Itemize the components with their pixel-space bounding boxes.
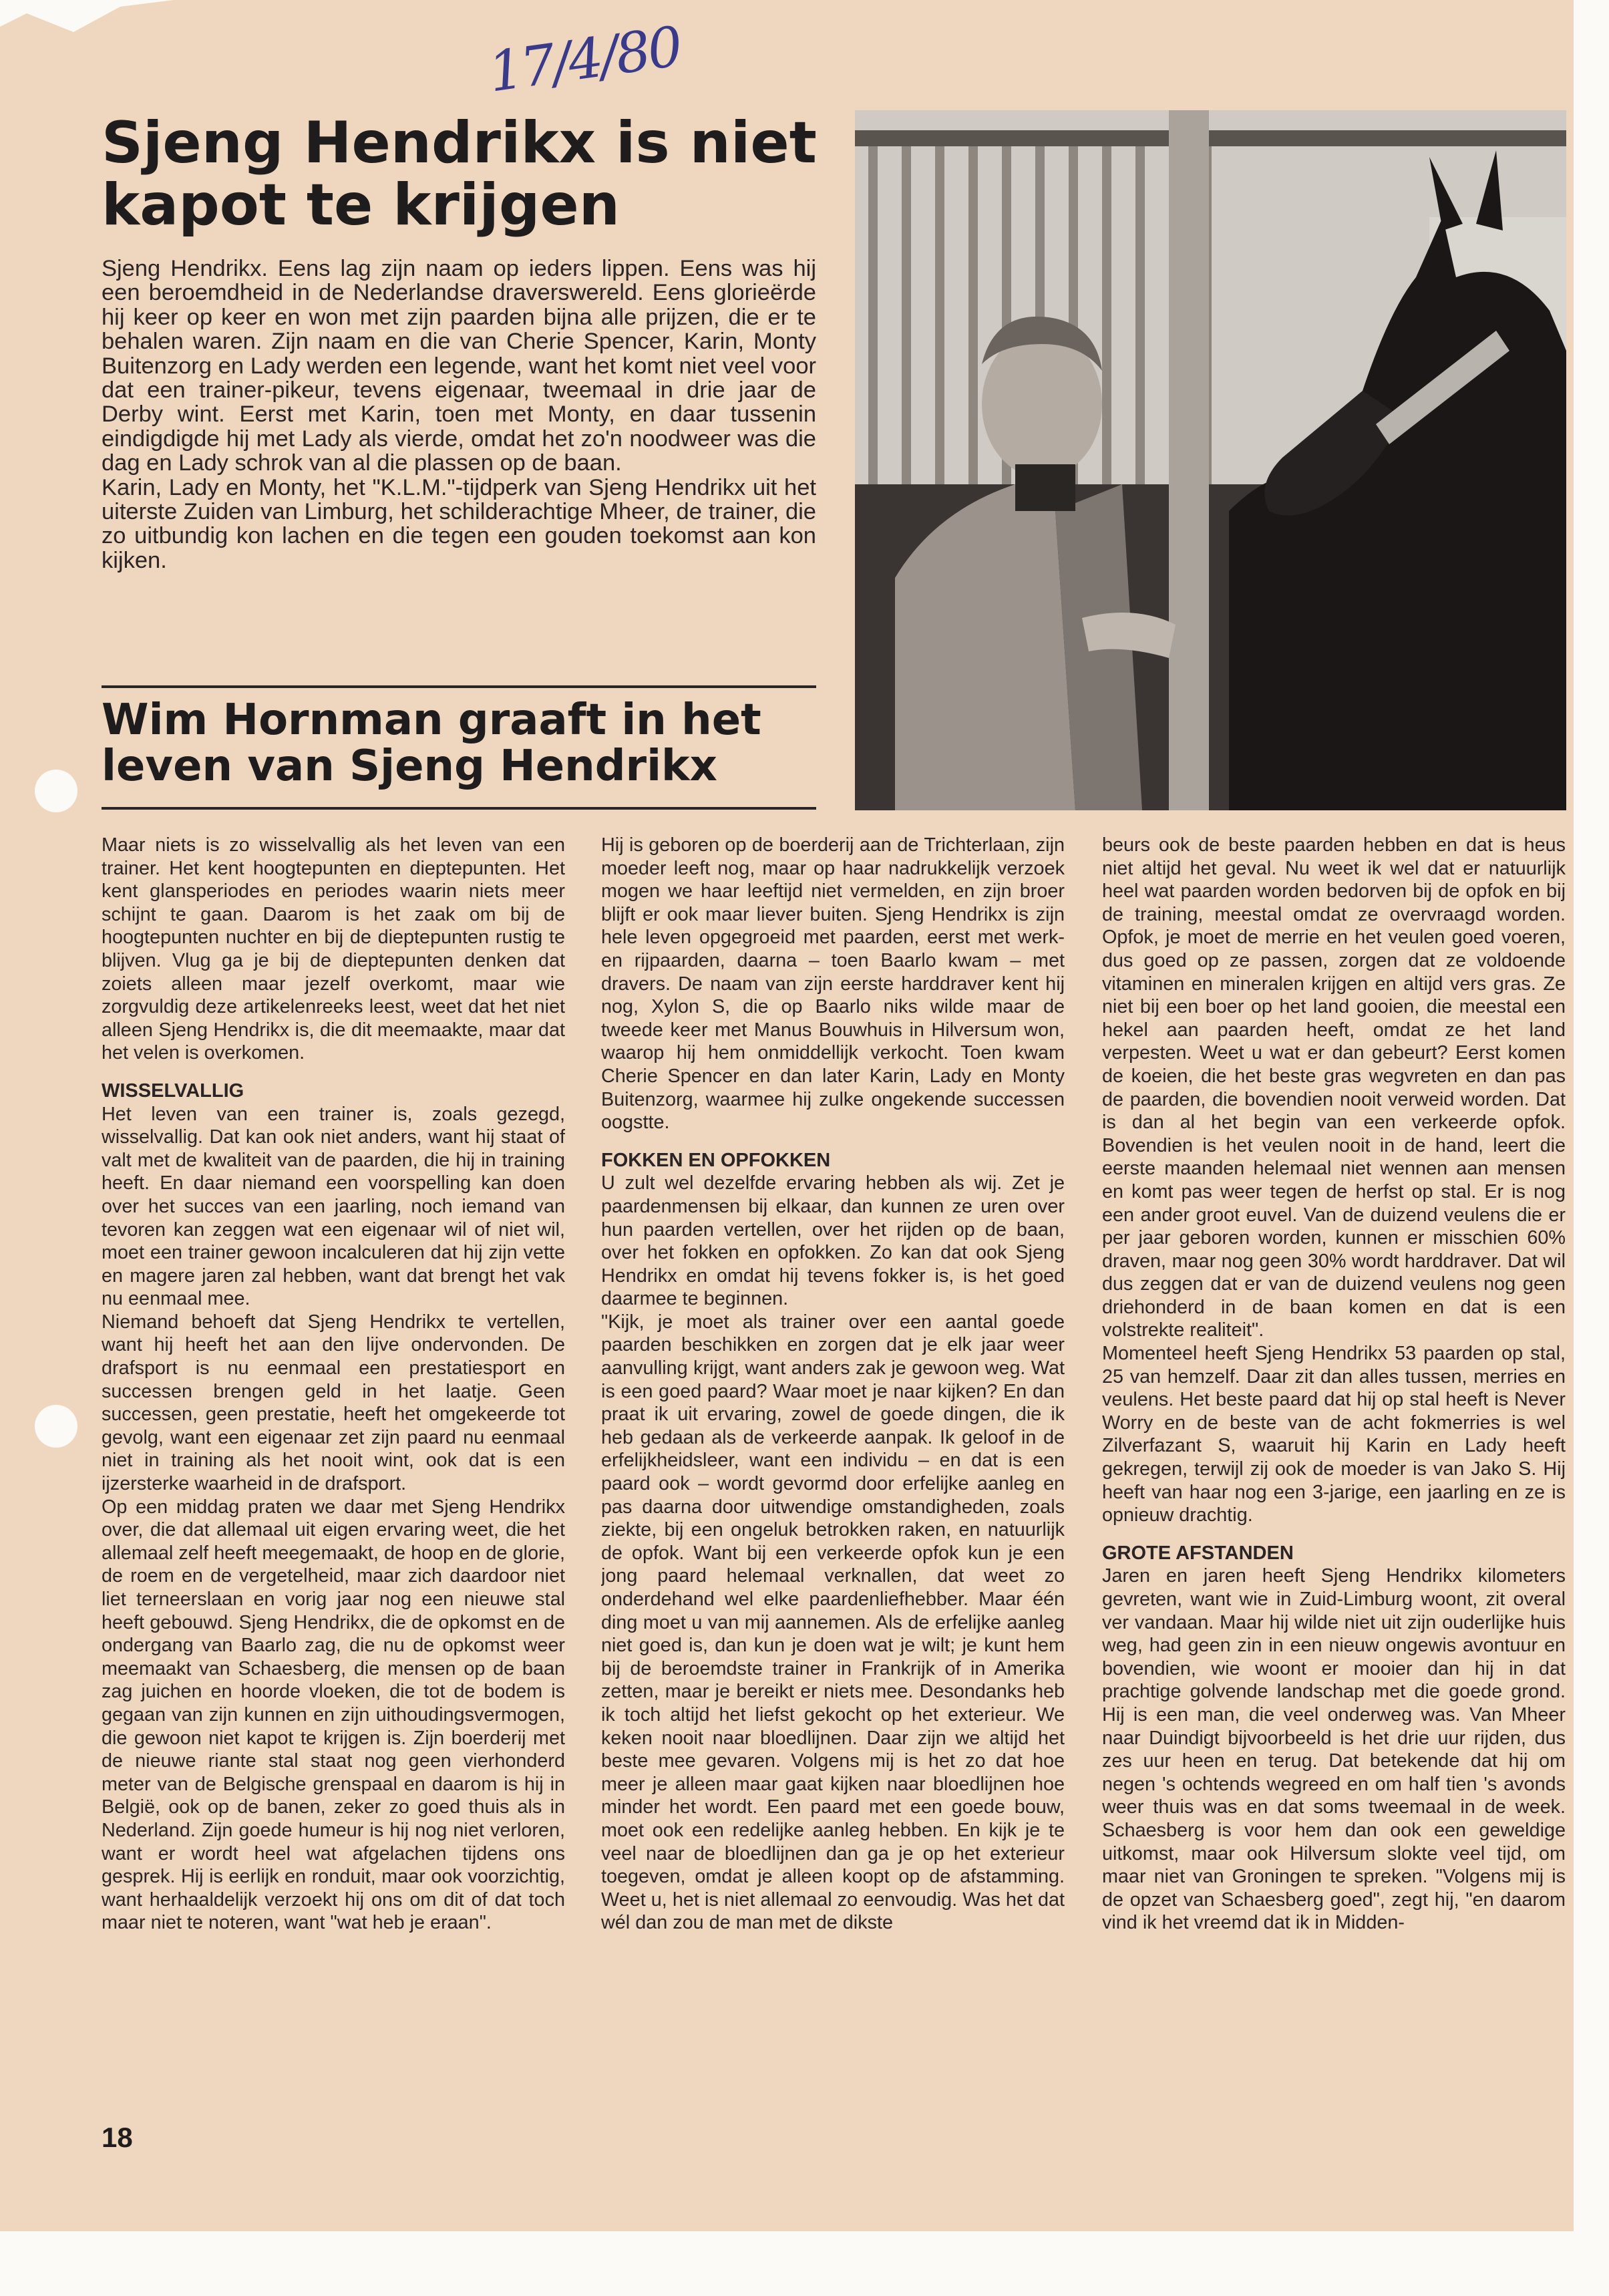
photo-trainer-with-horse bbox=[855, 110, 1566, 810]
column-3-paragraph-2: Momenteel heeft Sjeng Hendrikx 53 paarden op stal, 25 van hemzelf. Daar zit dan alles tussen, merries en veulens. Het beste paard dat hij op stal heeft is Never Worry en de beste van de acht fokmerries is wel Zilverfazant S, waaruit hij Karin en Lady heeft gekregen, terwijl zij ook de moeder is van Jako S. Hij heeft van haar nog een 3-jarige, een jaarling en ze is opnieuw drachtig. bbox=[1102, 1343, 1566, 1526]
article-subtitle: Wim Hornman graaft in het leven van Sjeng Hendrikx bbox=[102, 695, 761, 792]
column-2-paragraph-3: "Kijk, je moet als trainer over een aantal goede paarden beschikken en zorgen dat je elk jaar weer aanvulling krijgt, want anders zak je gewoon weg. Wat is een goed paard? Waar moet je naar kijken? En dan praat ik uit ervaring, zowel de goede dingen, die ik heb gedaan als de verkeerde aanpak. Ik geloof in de erfelijkheidsleer, want een individu – en dat is een paard ook – wordt gevormd door erfelijke aanleg en pas daarna door uitwendige omstandigheden, zoals ziekte, bij een ongeluk betrokken raken, en natuurlijk de opfok. Want bij een verkeerde opfok kun je een jong paard helemaal verknallen, dat weet zo onderdehand wel elke paardenliefhebber. Maar één ding moet u van mij aannemen. Als de erfelijke aanleg niet goed is, dan kun je doen wat je wilt; je kunt hem bij de beroemdste trainer in Frankrijk of in Amerika zetten, maar je bereikt er niets mee. Desondanks heb ik toch altijd het liefst gekocht op het exterieur. We keken nooit naar bloedlijnen. Daar zijn we altijd het beste mee gevaren. Volgens mij is het zo dat hoe meer je alleen maar gaat kijken naar bloedlijnen hoe minder het wordt. Een paard met een goede bouw, moet ook een redelijke aanleg hebben. En kijk je te veel naar de bloedlijnen dan ga je op het exterieur toegeven, omdat je alleen koopt op de afstamming. Weet u, het is niet allemaal zo eenvoudig. Was het dat wél dan zou de man met de dikste bbox=[601, 1311, 1065, 1934]
column-1-paragraph-4: Op een middag praten we daar met Sjeng Hendrikx over, die dat allemaal uit eigen ervaring weet, die het allemaal zelf heeft meegemaakt, de hoop en de glorie, de roem en de vergetelheid, maar zich daardoor niet liet terneerslaan en vorig jaar nog een nieuwe stal heeft gebouwd. Sjeng Hendrikx, die de opkomst en de ondergang van Baarlo zag, die nu de opkomst weer meemaakt van Schaesberg, die mensen op de baan zag juichen en hoorde vloeken, die tot de bodem is gegaan van zijn kunnen en zijn uithoudingsvermogen, die gewoon niet kapot te krijgen is. Zijn boerderij met de nieuwe riante stal staat nog geen vierhonderd meter van de Belgische grenspaal en daarom is hij in België, ook op de banen, zeker zo goed thuis als in Nederland. Zijn goede humeur is hij nog niet verloren, want er wordt heel wat afgelachen tijdens ons gesprek. Hij is eerlijk en ronduit, maar ook voorzichtig, want herhaaldelijk verzoekt hij ons om dit of dat toch maar niet te noteren, want "wat heb je eraan". bbox=[102, 1496, 565, 1934]
heading-grote-afstanden: GROTE AFSTANDEN bbox=[1102, 1542, 1294, 1564]
column-2 bbox=[601, 834, 1065, 2110]
column-3 bbox=[1102, 834, 1566, 2110]
column-1-paragraph-3: Niemand behoeft dat Sjeng Hendrikx te vertellen, want hij heeft het aan den lijve ondervonden. De drafsport is nu eenmaal een prestatiesport en successen brengen geld in het laatje. Geen successen, geen prestatie, heeft het omgekeerde tot gevolg, want een eigenaar zet zijn paard nu eenmaal niet in training als het nooit wint, ook dat is een ijzersterke waarheid in de drafsport. bbox=[102, 1311, 565, 1495]
heading-fokken-en-opfokken: FOKKEN EN OPFOKKEN bbox=[601, 1149, 831, 1171]
article-intro bbox=[102, 257, 816, 572]
column-3-paragraph-1: beurs ook de beste paarden hebben en dat is heus niet altijd het geval. Nu weet ik wel dat er natuurlijk heel wat paarden worden bedorven bij de opfok en bij de training, meestal omdat ze overvraagd worden. Opfok, je moet de merrie en het veulen goed voeren, dus goed op ze passen, zorgen dat ze voldoende vitaminen en mineralen krijgen en altijd vers gras. Ze niet bij een boer op het land gooien, die meestal een hekel aan paarden heeft, omdat ze het land verpesten. Weet u wat er dan gebeurt? Eerst komen de koeien, die het beste gras wegvreten en dan pas de paarden, die bovendien nooit verweid worden. Dat is dan al het begin van een verkeerde opfok. Bovendien is het veulen nooit in de hand, leert die eerste maanden helemaal niet wennen aan mensen en komt pas weer tegen de herfst op stal. Er is nog een ander groot euvel. Van de duizend veulens die er per jaar geboren worden, kunnen er misschien 60% draven, maar nog geen 30% wordt harddraver. Dat wil dus zeggen dat er van de duizend veulens nog geen driehonderd in de baan komen en dat is een volstrekte realiteit". bbox=[1102, 834, 1566, 1341]
column-3-paragraph-3: Jaren en jaren heeft Sjeng Hendrikx kilometers gevreten, want wie in Zuid-Limburg woont, zit overal ver vandaan. Maar hij wilde niet uit zijn ouderlijke huis weg, had geen zin in een nieuw ongewis avontuur en bovendien, wie woont er mooier dan hij in dat prachtige golvende landschap met die goede grond. Hij is een man, die veel onderweg was. Van Mheer naar Duindigt bijvoorbeeld is het drie uur rijden, dus zes uur heen en terug. Dat betekende dat hij om negen 's ochtends wegreed en om half tien 's avonds weer thuis was en dat soms tweemaal in de week. Schaesberg is voor hem dan ook een geweldige uitkomst, maar ook Hilversum slokte veel tijd, om maar niet van Groningen te spreken. "Volgens mij is de opzet van Schaesberg goed", zegt hij, "en daarom vind ik het vreemd dat ik in Midden- bbox=[1102, 1565, 1566, 1934]
photo-illustration bbox=[855, 110, 1566, 810]
punch-hole-top bbox=[35, 770, 77, 812]
column-1 bbox=[102, 834, 565, 2110]
intro-paragraph-1: Sjeng Hendrikx. Eens lag zijn naam op ieders lippen. Eens was hij een beroemdheid in de Nederlandse draverswereld. Eens glorieërde hij keer op keer en won met zijn paarden bijna alle prijzen, die er te behalen waren. Zijn naam en die van Cherie Spencer, Karin, Monty Buitenzorg en Lady werden een legende, want het komt niet veel voor dat een trainer-pikeur, tevens eigenaar, tweemaal in drie jaar de Derby wint. Eerst met Karin, toen met Monty, en daar tussenin eindigdigde hij met Lady als vierde, omdat het zo'n noodweer was die dag en Lady schrok van al die plassen op de baan. bbox=[102, 256, 816, 476]
handwritten-date: 17/4/80 bbox=[484, 15, 685, 105]
rule-bottom bbox=[102, 807, 816, 810]
article-title: Sjeng Hendrikx is niet kapot te krijgen bbox=[102, 110, 817, 238]
column-2-paragraph-2: U zult wel dezelfde ervaring hebben als wij. Zet je paardenmensen bij elkaar, dan kunnen ze uren over hun paarden vertellen, over het rijden op de baan, over het fokken en opfokken. Zo kan dat ook Sjeng Hendrikx en omdat hij tevens fokker is, is het goed daarmee te beginnen. bbox=[601, 1172, 1065, 1310]
rule-top bbox=[102, 685, 816, 688]
page-number: 18 bbox=[102, 2122, 133, 2153]
column-1-paragraph-2: Het leven van een trainer is, zoals gezegd, wisselvallig. Dat kan ook niet anders, want hij staat of valt met de kwaliteit van de paarden, die hij in training heeft. En daar niemand een voorspelling kan doen over het succes van een jaarling, noch iemand van tevoren kan zeggen wat een eigenaar wil of niet wil, moet een trainer gewoon incalculeren dat hij zijn vette en magere jaren zal hebben, want dat brengt het vak nu eenmaal mee. bbox=[102, 1103, 565, 1310]
intro-paragraph-2: Karin, Lady en Monty, het "K.L.M."-tijdperk van Sjeng Hendrikx uit het uiterste Zuiden van Limburg, het schilderachtige Mheer, de trainer, die zo uitbundig kon lachen en die tegen een gouden toekomst aan kon kijken. bbox=[102, 474, 816, 573]
punch-hole-bottom bbox=[35, 1405, 77, 1448]
column-2-paragraph-1: Hij is geboren op de boerderij aan de Trichterlaan, zijn moeder leeft nog, maar op haar nadrukkelijk verzoek mogen we haar leeftijd niet vermelden, en zijn broer blijft er ook maar liever buiten. Sjeng Hendrikx is zijn hele leven opgegroeid met paarden, eerst met werk- en rijpaarden, daarna – toen Baarlo kwam – met dravers. De naam van zijn eerste harddraver kent hij nog, Xylon S, die op Baarlo niks wilde maar de tweede keer met Manus Bouwhuis in Hilversum won, waarop hij hem onmiddellijk verkocht. Toen kwam Cherie Spencer en dan later Karin, Lady en Monty Buitenzorg, waarmee hij zulke ongekende successen oogstte. bbox=[601, 834, 1065, 1134]
column-1-paragraph-1: Maar niets is zo wisselvallig als het leven van een trainer. Het kent hoogtepunten en dieptepunten. Het kent glansperiodes en periodes waarin niets meer schijnt te gaan. Daarom is het zaak om bij de hoogtepunten nuchter en bij de dieptepunten rustig te blijven. Vlug ga je bij de dieptepunten denken dat zoiets alleen maar jezelf overkomt, maar wie zorgvuldig deze artikelenreeks leest, weet dat het niet alleen Sjeng Hendrikx is, die dit meemaakte, maar dat het velen is overkomen. bbox=[102, 834, 565, 1064]
heading-wisselvallig: WISSELVALLIG bbox=[102, 1080, 244, 1102]
